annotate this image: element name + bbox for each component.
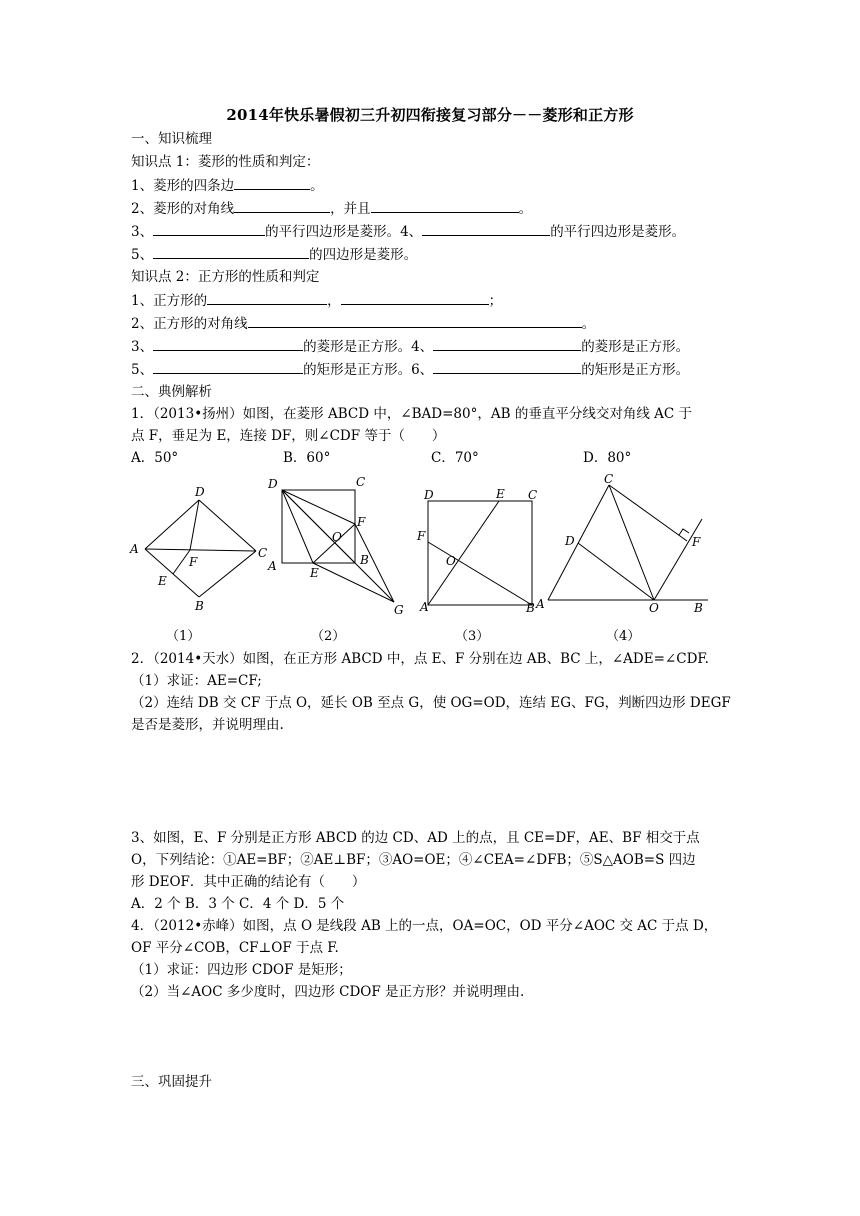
- text: 的菱形是正方形。4、: [303, 339, 434, 355]
- text: ，并且: [330, 201, 371, 217]
- text: 1、菱形的四条边: [131, 178, 235, 194]
- text: 2、正方形的对角线: [131, 316, 248, 332]
- question-2-line-1: 2．（2014•天水）如图，在正方形 ABCD 中，点 E、F 分别在边 AB、BC 上，∠ADE=∠CDF.: [131, 651, 709, 667]
- square-item-1: [131, 290, 502, 311]
- figure-4-triangle: [540, 474, 720, 618]
- label-D: D: [268, 477, 278, 491]
- label-F: F: [692, 535, 701, 549]
- option-a[interactable]: A．50°: [131, 450, 179, 466]
- answer-blank[interactable]: [234, 198, 330, 213]
- figure-2-square: [264, 474, 414, 618]
- label-C: C: [528, 488, 538, 502]
- text: 3、: [131, 224, 154, 240]
- text: 的矩形是正方形。6、: [303, 362, 434, 378]
- answer-blank[interactable]: [153, 244, 309, 259]
- section-heading-2: 二、典例解析: [131, 384, 212, 400]
- answer-blank[interactable]: [153, 359, 303, 374]
- option-c[interactable]: C．70°: [431, 450, 479, 466]
- section-heading-3: 三、巩固提升: [131, 1074, 212, 1090]
- text: 的平行四边形是菱形。: [550, 224, 686, 240]
- question-3-line-3: 形 DEOF．其中正确的结论有（ ）: [131, 874, 366, 890]
- question-2-line-4: 是否是菱形，并说明理由.: [131, 717, 284, 733]
- label-B: B: [526, 601, 535, 614]
- label-A: A: [130, 542, 139, 556]
- text: 。: [581, 316, 596, 332]
- label-O: O: [332, 530, 342, 544]
- answer-blank[interactable]: [341, 290, 489, 305]
- answer-blank[interactable]: [207, 290, 327, 305]
- text: 的平行四边形是菱形。4、: [265, 224, 423, 240]
- question-3-line-1: 3、如图，E、F 分别是正方形 ABCD 的边 CD、AD 上的点，且 CE=DF，AE、BF 相交于点: [131, 830, 700, 846]
- question-4-line-2: OF 平分∠COB，CF⊥OF 于点 F.: [131, 940, 339, 956]
- answer-blank[interactable]: [433, 359, 581, 374]
- label-A: A: [268, 559, 277, 573]
- text: ；: [488, 293, 503, 309]
- question-1-line-1: 1．（2013•扬州）如图，在菱形 ABCD 中，∠BAD=80°，AB 的垂直平分线交对角线 AC 于: [131, 406, 692, 422]
- rhombus-item-3-4: [131, 221, 685, 242]
- label-D: D: [195, 485, 205, 499]
- figure-caption-1: （1）: [166, 629, 201, 644]
- figure-3-diagram: [412, 474, 552, 614]
- answer-blank[interactable]: [433, 336, 581, 351]
- question-3-line-2: O，下列结论：①AE=BF；②AE⊥BF；③AO=OE；④∠CEA=∠DFB；⑤S△AOB=S 四边: [131, 852, 696, 868]
- figure-caption-3: （3）: [455, 629, 490, 644]
- text: ，: [327, 293, 341, 309]
- label-E: E: [158, 574, 167, 588]
- label-F: F: [417, 529, 426, 543]
- question-4-line-4: （2）当∠AOC 多少度时，四边形 CDOF 是正方形？并说明理由.: [131, 984, 525, 1000]
- answer-blank[interactable]: [422, 221, 550, 236]
- text: 。: [310, 178, 324, 194]
- label-C: C: [356, 475, 366, 489]
- rhombus-item-5: [131, 244, 417, 265]
- question-1-line-2: 点 F，垂足为 E，连接 DF，则∠CDF 等于（ ）: [131, 428, 446, 444]
- text: 5、: [131, 247, 154, 263]
- question-2-line-3: （2）连结 DB 交 CF 于点 O，延长 OB 至点 G，使 OG=OD，连结 EG、FG，判断四边形 DEGF: [131, 695, 731, 711]
- label-C: C: [604, 474, 614, 486]
- answer-blank[interactable]: [234, 175, 310, 190]
- figure-1-diagram: [124, 474, 274, 614]
- option-b[interactable]: B．60°: [283, 450, 331, 466]
- option-d[interactable]: D．80°: [583, 450, 632, 466]
- label-F: F: [189, 555, 198, 569]
- figure-1-rhombus: [124, 474, 274, 618]
- answer-blank[interactable]: [153, 221, 265, 236]
- label-B: B: [694, 601, 703, 614]
- label-D: D: [424, 488, 434, 502]
- figure-2-diagram: [264, 474, 414, 614]
- label-A: A: [420, 600, 429, 614]
- figure-caption-2: （2）: [311, 629, 346, 644]
- label-C: C: [258, 546, 268, 560]
- label-O: O: [446, 554, 456, 568]
- figure-4-diagram: [540, 474, 720, 614]
- text: 的四边形是菱形。: [309, 247, 418, 263]
- text: 的矩形是正方形。: [581, 362, 690, 378]
- question-2-line-2: （1）求证：AE=CF;: [131, 673, 262, 689]
- square-item-5-6: [131, 359, 689, 380]
- text: 2、菱形的对角线: [131, 201, 235, 217]
- answer-blank[interactable]: [371, 198, 519, 213]
- text: 5、: [131, 362, 154, 378]
- knowledge-point-1-heading: 知识点 1：菱形的性质和判定：: [131, 154, 320, 170]
- question-4-line-3: （1）求证：四边形 CDOF 是矩形；: [131, 962, 352, 978]
- label-E: E: [496, 487, 505, 501]
- text: 1、正方形的: [131, 293, 208, 309]
- label-B: B: [360, 553, 369, 567]
- question-3-options: A．2 个 B．3 个 C．4 个 D．5 个: [131, 896, 345, 912]
- label-E: E: [310, 566, 319, 580]
- label-D: D: [565, 534, 575, 548]
- label-O: O: [649, 601, 659, 614]
- square-item-2: [131, 313, 595, 334]
- section-heading-1: 一、知识梳理: [131, 131, 212, 147]
- answer-blank[interactable]: [248, 313, 582, 328]
- label-B: B: [195, 599, 204, 613]
- question-4-line-1: 4．（2012•赤峰）如图，点 O 是线段 AB 上的一点，OA=OC，OD 平分∠AOC 交 AC 于点 D，: [131, 918, 718, 934]
- page-title: 2014年快乐暑假初三升初四衔接复习部分－－菱形和正方形: [226, 106, 634, 124]
- answer-blank[interactable]: [153, 336, 303, 351]
- label-F: F: [357, 515, 366, 529]
- rhombus-item-1: [131, 175, 324, 196]
- figure-caption-4: （4）: [606, 629, 641, 644]
- label-A-extra: A: [536, 597, 545, 611]
- text: 。: [518, 201, 533, 217]
- text: 3、: [131, 339, 154, 355]
- rhombus-item-2: [131, 198, 532, 219]
- knowledge-point-2-heading: 知识点 2：正方形的性质和判定: [131, 269, 320, 285]
- figure-3-square: [412, 474, 552, 618]
- label-G: G: [394, 603, 404, 614]
- text: 的菱形是正方形。: [581, 339, 690, 355]
- question-1-options: [131, 448, 631, 468]
- square-item-3-4: [131, 336, 689, 357]
